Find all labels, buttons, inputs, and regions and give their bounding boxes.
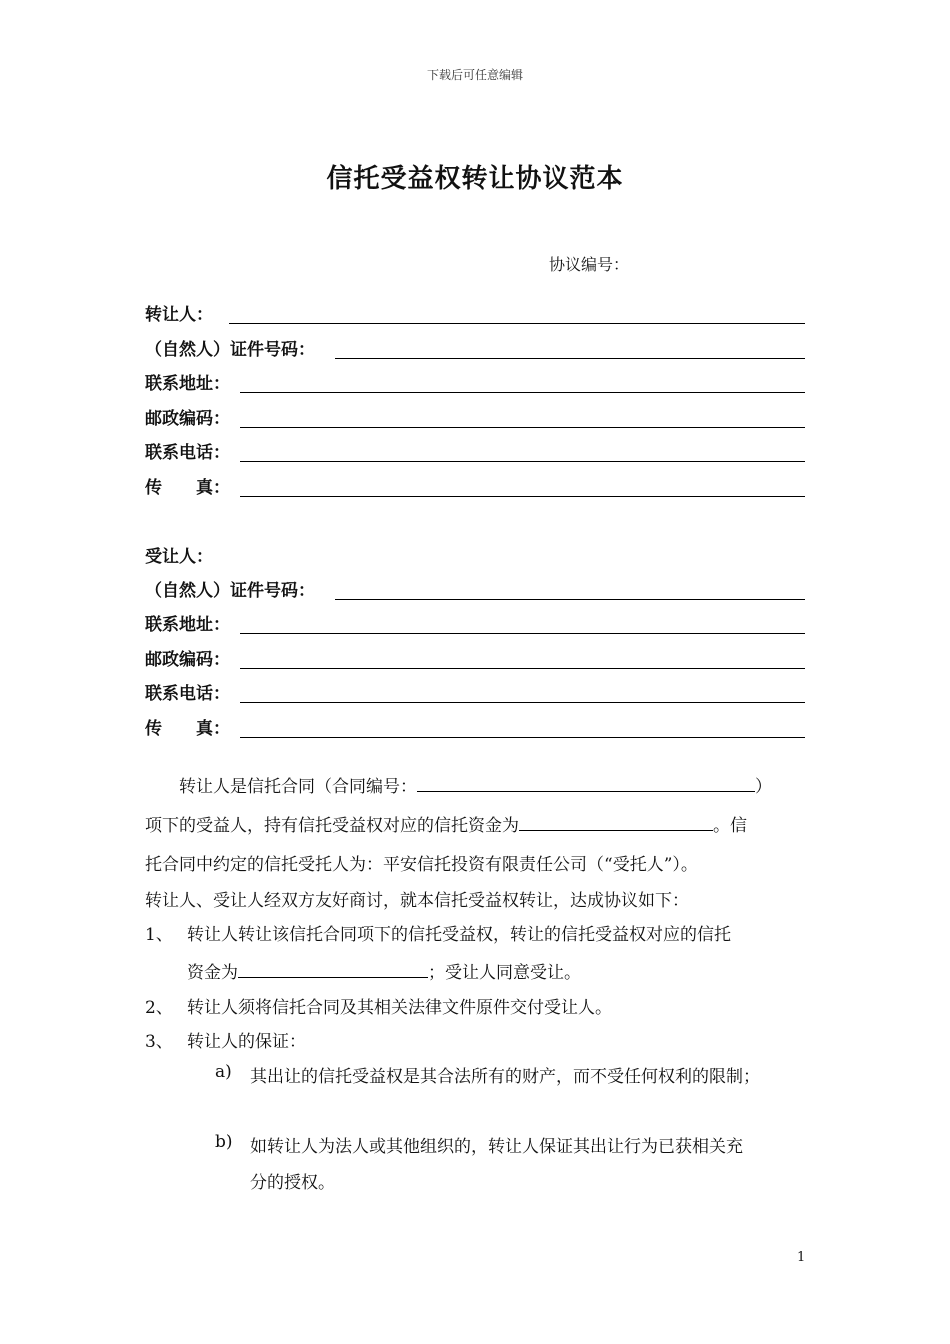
transferee-id-row bbox=[145, 576, 805, 602]
intro-line-3: 托合同中约定的信托受托人为：平安信托投资有限责任公司（“受托人”）。 bbox=[145, 855, 698, 875]
clause-1-amount-blank[interactable] bbox=[238, 959, 428, 978]
agreement-number-label: 协议编号： bbox=[549, 255, 630, 274]
clause-1-text-2b: ；受让人同意受让。 bbox=[428, 963, 581, 983]
transferor-phone-label: 联系电话： bbox=[145, 443, 230, 463]
transferor-phone-blank[interactable] bbox=[240, 461, 805, 462]
intro-text-2b: 。信 bbox=[713, 816, 747, 836]
intro-line-1 bbox=[179, 772, 772, 797]
transferor-blank[interactable] bbox=[229, 323, 805, 324]
transferee-fax-blank[interactable] bbox=[240, 737, 805, 738]
clause-1-line-2 bbox=[187, 958, 581, 983]
transferor-fax-blank[interactable] bbox=[240, 496, 805, 497]
transferor-row bbox=[145, 300, 805, 326]
clause-1-number: 1、 bbox=[145, 925, 173, 945]
intro-text-1a: 转让人是信托合同（合同编号： bbox=[179, 777, 417, 797]
transferee-phone-blank[interactable] bbox=[240, 702, 805, 703]
clause-1-text-2a: 资金为 bbox=[187, 963, 238, 983]
contract-number-blank[interactable] bbox=[417, 773, 755, 792]
intro-line-4: 转让人、受让人经双方友好商讨，就本信托受益权转让，达成协议如下： bbox=[145, 891, 689, 911]
transferee-fax-row bbox=[145, 714, 805, 740]
clause-3-line-1: 转让人的保证： bbox=[187, 1032, 306, 1052]
transferee-postcode-row bbox=[145, 645, 805, 671]
subclause-b-line-2: 分的授权。 bbox=[250, 1173, 335, 1193]
transferor-id-label: （自然人）证件号码： bbox=[145, 340, 315, 360]
transferor-fax-label: 传 真： bbox=[145, 478, 230, 498]
transferee-address-row bbox=[145, 610, 805, 636]
clause-2-line-1: 转让人须将信托合同及其相关法律文件原件交付受让人。 bbox=[187, 998, 612, 1018]
transferee-id-label: （自然人）证件号码： bbox=[145, 581, 315, 601]
transferee-postcode-blank[interactable] bbox=[240, 668, 805, 669]
transferee-phone-row bbox=[145, 679, 805, 705]
clause-3-number: 3、 bbox=[145, 1032, 173, 1052]
transferor-label: 转让人： bbox=[145, 305, 213, 325]
transferor-id-blank[interactable] bbox=[335, 358, 805, 359]
clause-2-number: 2、 bbox=[145, 998, 173, 1018]
transferee-address-label: 联系地址： bbox=[145, 615, 230, 635]
transferor-fax-row bbox=[145, 473, 805, 499]
subclause-a-number: a) bbox=[215, 1062, 232, 1082]
transferor-phone-row bbox=[145, 438, 805, 464]
transferor-postcode-row bbox=[145, 404, 805, 430]
transferor-postcode-blank[interactable] bbox=[240, 427, 805, 428]
transferee-address-blank[interactable] bbox=[240, 633, 805, 634]
transferee-fax-label: 传 真： bbox=[145, 719, 230, 739]
transferor-postcode-label: 邮政编码： bbox=[145, 409, 230, 429]
transferor-address-label: 联系地址： bbox=[145, 374, 230, 394]
trust-fund-blank[interactable] bbox=[519, 812, 713, 831]
subclause-b-number: b) bbox=[215, 1132, 233, 1152]
intro-text-2a: 项下的受益人，持有信托受益权对应的信托资金为 bbox=[145, 816, 519, 836]
transferor-address-row bbox=[145, 369, 805, 395]
document-title: 信托受益权转让协议范本 bbox=[326, 164, 624, 194]
page-number: 1 bbox=[797, 1250, 806, 1265]
clause-1-line-1: 转让人转让该信托合同项下的信托受益权，转让的信托受益权对应的信托 bbox=[187, 925, 731, 945]
transferor-address-blank[interactable] bbox=[240, 392, 805, 393]
transferor-id-row bbox=[145, 335, 805, 361]
subclause-a-line-1: 其出让的信托受益权是其合法所有的财产，而不受任何权利的限制； bbox=[250, 1067, 760, 1087]
transferee-postcode-label: 邮政编码： bbox=[145, 650, 230, 670]
transferee-id-blank[interactable] bbox=[335, 599, 805, 600]
page-header: 下载后可任意编辑 bbox=[426, 68, 523, 82]
intro-text-1b: ） bbox=[755, 777, 772, 797]
transferee-phone-label: 联系电话： bbox=[145, 684, 230, 704]
intro-line-2 bbox=[145, 811, 747, 836]
transferee-label: 受让人： bbox=[145, 547, 213, 567]
subclause-b-line-1: 如转让人为法人或其他组织的，转让人保证其出让行为已获相关充 bbox=[250, 1137, 743, 1157]
transferee-row bbox=[145, 542, 805, 568]
